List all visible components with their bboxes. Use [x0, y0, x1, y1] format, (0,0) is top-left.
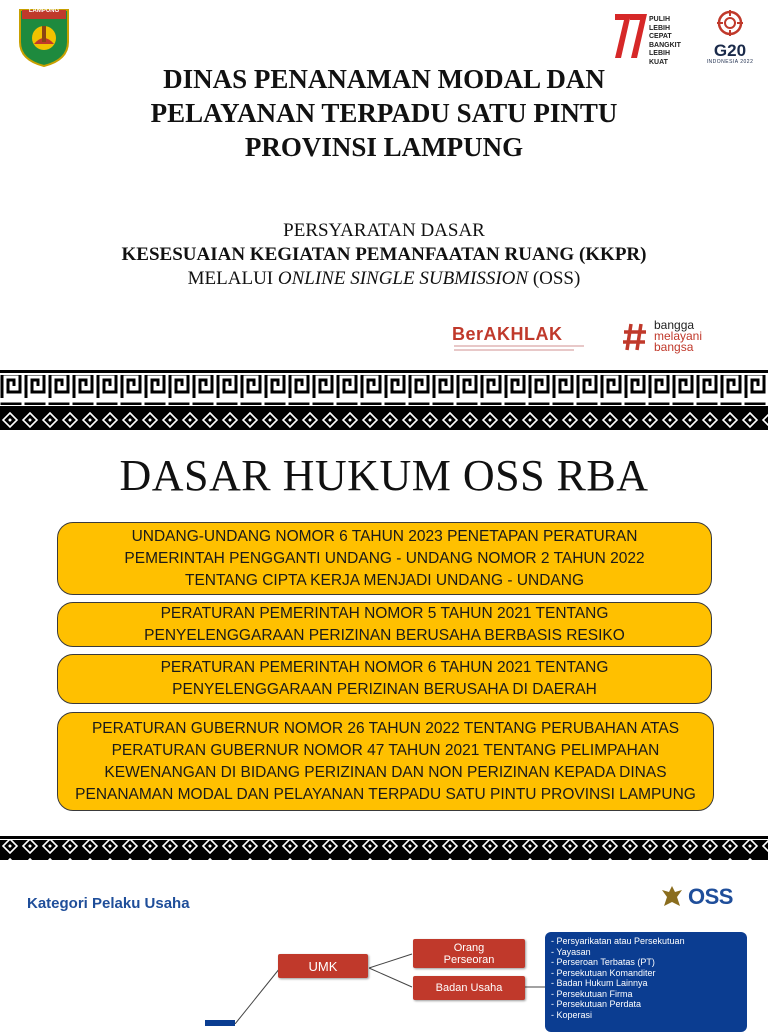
law-box-4-line-4: PENANAMAN MODAL DAN PELAYANAN TERPADU SATU PINTU PROVINSI LAMPUNG — [75, 785, 696, 803]
entity-list-item: - Persekutuan Perdata — [551, 999, 642, 1009]
g20-label: G20 — [713, 41, 747, 60]
orang-perseorangan-node: Orang Perseoran — [413, 939, 525, 968]
law-box-4-line-1: PERATURAN GUBERNUR NOMOR 26 TAHUN 2022 TENTANG PERUBAHAN ATAS — [91, 719, 680, 737]
slide-cover — [0, 0, 768, 362]
lampung-emblem-label: LAMPUNG — [28, 8, 60, 14]
diamond-pattern-icon — [0, 836, 768, 862]
ri77-text-2: LEBIH CEPAT — [649, 24, 672, 40]
law-box-3-line-1: PERATURAN PEMERINTAH NOMOR 6 TAHUN 2021 TENTANG — [160, 659, 609, 676]
subtitle-line-3-italic: ONLINE SINGLE SUBMISSION — [277, 268, 529, 289]
legal-basis-heading: DASAR HUKUM OSS RBA — [119, 451, 649, 500]
badan-usaha-node: Badan Usaha — [413, 976, 525, 1000]
ri77-text-4: LEBIH KUAT — [649, 50, 670, 66]
entity-list — [545, 932, 747, 1032]
law-box-3-line-2: PENYELENGGARAAN PERIZINAN BERUSAHA DI DAERAH — [172, 681, 597, 698]
subtitle-line-2: KESESUAIAN KEGIATAN PEMANFAATAN RUANG (KKPR) — [121, 244, 647, 265]
business-category-title: Kategori Pelaku Usaha — [27, 895, 190, 912]
g20-sublabel: INDONESIA 2022 — [706, 59, 754, 65]
entity-list-item: - Persyarikatan atau Persekutuan — [551, 936, 685, 946]
title-line-2: PELAYANAN TERPADU SATU PINTU — [150, 98, 618, 128]
oss-logo-text: OSS — [688, 884, 733, 909]
entity-list-item: - Perseroan Terbatas (PT) — [551, 957, 655, 967]
subtitle-line-3-pre: MELALUI — [187, 268, 278, 289]
bangga-line-2: melayani — [654, 329, 703, 343]
hashtag-icon — [622, 322, 648, 352]
law-box-2-line-1: PERATURAN PEMERINTAH NOMOR 5 TAHUN 2021 TENTANG — [160, 604, 609, 622]
subtitle-line-1: PERSYARATAN DASAR — [283, 220, 485, 241]
umk-node: UMK — [278, 954, 368, 978]
ornament-top — [0, 370, 768, 432]
entity-list-item: - Persekutuan Firma — [551, 988, 633, 999]
law-box-1 — [57, 522, 712, 595]
subtitle-line-3-post: (OSS) — [528, 268, 581, 289]
ornament-bottom — [0, 836, 768, 862]
bangga-line-3: bangsa — [654, 340, 694, 354]
entity-list-item: - Koperasi — [551, 1009, 593, 1020]
law-box-4-line-2: PERATURAN GUBERNUR NOMOR 47 TAHUN 2021 TENTANG PELIMPAHAN — [111, 741, 660, 759]
g20-ornament-icon — [710, 8, 750, 38]
law-box-4 — [57, 712, 714, 811]
law-box-1-line-1: UNDANG-UNDANG NOMOR 6 TAHUN 2023 PENETAPAN PERATURAN — [131, 527, 638, 545]
entity-list-item: - Yayasan — [551, 946, 591, 957]
entity-list-item: - Badan Hukum Lainnya — [551, 978, 648, 988]
berakhlak-logo — [452, 320, 762, 356]
lampung-emblem-icon — [12, 4, 76, 68]
g20-logo — [698, 8, 762, 68]
subtitle — [0, 219, 768, 291]
title-line-3: PROVINSI LAMPUNG — [244, 132, 524, 162]
bangga-line-1: bangga — [654, 318, 695, 332]
root-node-partial — [205, 1020, 235, 1026]
ri-77-logo — [613, 10, 688, 66]
key-pattern-icon — [0, 370, 768, 432]
slide-business-category — [0, 862, 768, 1024]
subtitle-line-3 — [0, 267, 768, 291]
law-box-4-line-3: KEWENANGAN DI BIDANG PERIZINAN DAN NON PERIZINAN KEPADA DINAS — [104, 763, 667, 781]
ri77-text-3: BANGKIT — [649, 41, 681, 49]
berakhlak-label: BerAKHLAK — [452, 324, 563, 344]
ri77-text-1: PULIH — [649, 16, 670, 23]
law-box-1-line-3: TENTANG CIPTA KERJA MENJADI UNDANG - UNDANG — [184, 571, 585, 589]
law-box-2 — [57, 602, 712, 647]
law-box-2-line-2: PENYELENGGARAAN PERIZINAN BERUSAHA BERBASIS RESIKO — [144, 626, 625, 644]
slide-legal-basis — [0, 362, 768, 862]
ri-77-icon — [613, 10, 649, 60]
law-box-3 — [57, 654, 712, 704]
entity-list-item: - Persekutuan Komanditer — [551, 967, 656, 978]
title-line-1: DINAS PENANAMAN MODAL DAN — [163, 64, 605, 94]
page-title — [0, 62, 768, 164]
law-box-1-line-2: PEMERINTAH PENGGANTI UNDANG - UNDANG NOMOR 2 TAHUN 2022 — [124, 549, 645, 567]
